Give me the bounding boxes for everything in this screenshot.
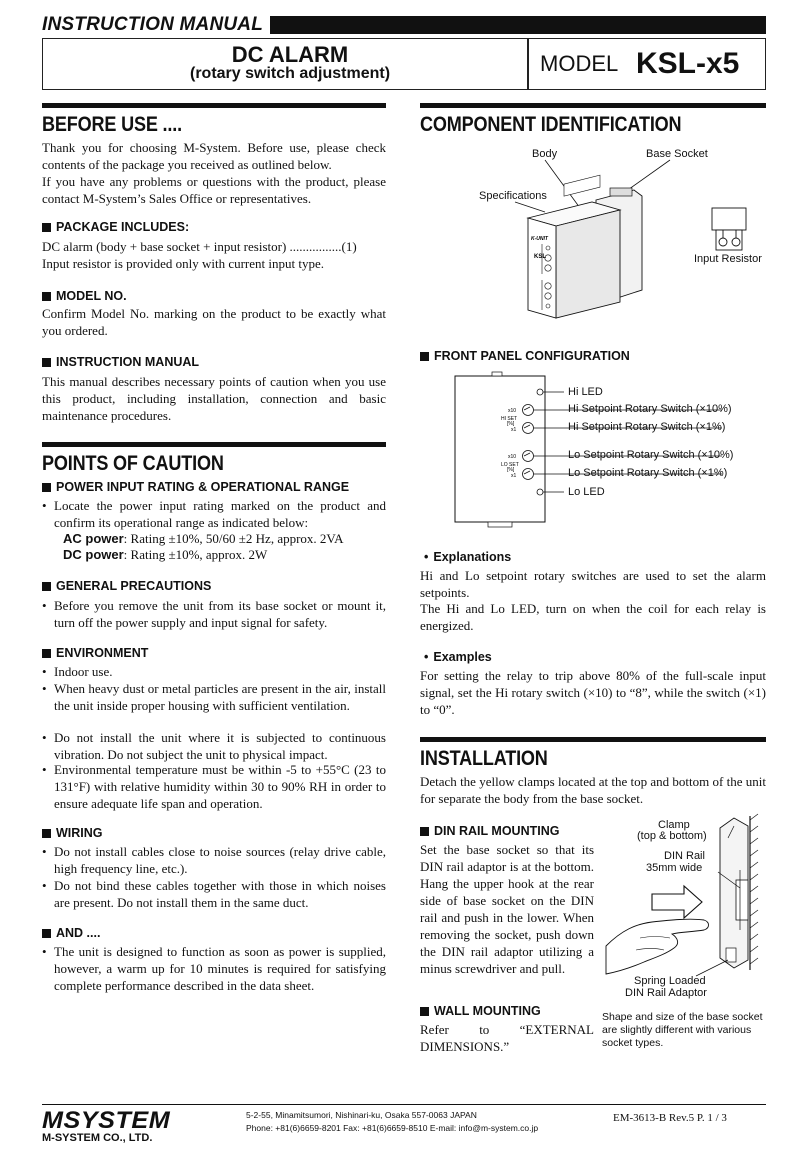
hi-led-icon <box>537 389 543 395</box>
before-use-intro-2: If you have any problems or questions with the product, please contact M-System’s Sales Office or representatives. <box>42 174 386 206</box>
doc-number: EM-3613-B Rev.5 P. 1 / 3 <box>613 1112 727 1124</box>
document-title: DC ALARM <box>231 42 349 67</box>
front-panel-heading: FRONT PANEL CONFIGURATION <box>420 349 630 363</box>
bullet-square-icon <box>42 483 51 492</box>
component-heading: COMPONENT IDENTIFICATION <box>420 113 682 136</box>
installation-rule <box>420 737 766 742</box>
lo-x10-mark: x10 <box>508 454 517 460</box>
model-no-text: Confirm Model No. marking on the product to be exactly what you ordered. <box>42 306 386 338</box>
footer-address: 5-2-55, Minamitsumori, Nishinari-ku, Osaka 557-0063 JAPAN <box>246 1110 477 1120</box>
env-item: • Environmental temperature must be within -5 to +55°C (23 to 131°F) with relative humidity within 30 to 90% RH in order to ensure adequate life span and operation. <box>42 761 386 812</box>
bullet-square-icon <box>420 352 429 361</box>
fp-label: Lo LED <box>568 486 605 498</box>
and-item: • The unit is designed to function as soon as power is supplied, however, a warm up for 10 minutes is required for satisfying complete performance described in the data sheet. <box>42 943 386 994</box>
explanations-heading: • Explanations <box>424 550 512 564</box>
package-item: DC alarm (body + base socket + input resistor) ................(1) <box>42 239 357 254</box>
fp-label: Hi LED <box>568 386 603 398</box>
model-label: MODEL <box>540 51 619 76</box>
before-use-heading: BEFORE USE .... <box>42 113 182 136</box>
label-base-socket: Base Socket <box>646 148 708 160</box>
bullet-square-icon <box>42 292 51 301</box>
power-heading: POWER INPUT RATING & OPERATIONAL RANGE <box>42 480 349 494</box>
lo-set-mark: LO SET <box>501 462 519 468</box>
general-text: • Before you remove the unit from its base socket or mount it, turn off the power supply and input signal for safety. <box>42 597 386 631</box>
wiring-item: • Do not install cables close to noise sources (relay drive cable, high frequency line, etc.). <box>42 843 386 877</box>
env-item: • Do not install the unit where it is subjected to continuous vibration. Do not subject the unit to physical impact. <box>42 729 386 763</box>
fp-label: Lo Setpoint Rotary Switch (×1%) <box>568 467 728 479</box>
push-arrow-icon <box>652 886 702 918</box>
general-heading: GENERAL PRECAUTIONS <box>42 579 211 593</box>
label-din-rail: DIN Rail <box>664 850 705 862</box>
fp-label: Hi Setpoint Rotary Switch (×10%) <box>568 403 732 415</box>
hand-icon <box>606 919 709 974</box>
package-note: Input resistor is provided only with current input type. <box>42 256 324 271</box>
bullet-square-icon <box>42 582 51 591</box>
explanations-text-1: Hi and Lo setpoint rotary switches are used to set the alarm setpoints. <box>420 568 766 600</box>
title-box-divider <box>527 38 529 90</box>
and-heading: AND .... <box>42 926 100 940</box>
model-value: KSL-x5 <box>636 47 740 80</box>
din-caption: Shape and size of the base socket are slightly different with various socket types. <box>602 1011 763 1049</box>
explanations-text-2: The Hi and Lo LED, turn on when the coil for each relay is energized. <box>420 601 766 633</box>
label-input-resistor: Input Resistor <box>694 253 762 265</box>
company-name: M-SYSTEM CO., LTD. <box>42 1132 153 1144</box>
installation-intro: Detach the yellow clamps located at the top and bottom of the unit for separate the body from the base socket. <box>420 774 766 806</box>
examples-heading: • Examples <box>424 650 492 664</box>
env-item: • When heavy dust or metal particles are present in the air, install the unit inside proper housing with sufficient ventilation. <box>42 680 386 714</box>
fp-label: Hi Setpoint Rotary Switch (×1%) <box>568 421 726 433</box>
hi-x1-mark: x1 <box>511 427 517 433</box>
footer-rule <box>42 1104 766 1105</box>
wiring-heading: WIRING <box>42 826 103 840</box>
din-heading: DIN RAIL MOUNTING <box>420 824 559 838</box>
wall-text: Refer to “EXTERNAL DIMENSIONS.” <box>420 1022 594 1054</box>
before-use-intro-1: Thank you for choosing M-System. Before use, please check contents of the package you received as outlined below. <box>42 140 386 172</box>
component-illustration <box>420 140 766 340</box>
label-spring: Spring Loaded <box>634 975 706 987</box>
manual-text: This manual describes necessary points of caution when you use this product, including installation, connection and basic maintenance procedures. <box>42 374 386 423</box>
bullet-square-icon <box>42 829 51 838</box>
header-bar <box>270 16 766 34</box>
label-clamp: Clamp <box>658 819 690 831</box>
hi-x10-mark: x10 <box>508 408 517 414</box>
lo-led-icon <box>537 489 543 495</box>
caution-rule <box>42 442 386 447</box>
caution-heading: POINTS OF CAUTION <box>42 452 224 475</box>
bullet-square-icon <box>42 649 51 658</box>
bullet-square-icon <box>420 1007 429 1016</box>
component-rule <box>420 103 766 108</box>
label-din-rail-width: 35mm wide <box>646 862 703 874</box>
model-no-heading: MODEL NO. <box>42 289 127 303</box>
dc-power-line: DC power: Rating ±10%, approx. 2W <box>63 547 268 562</box>
examples-text: For setting the relay to trip above 80% of the full-scale input signal, set the Hi rotary switch (×10) to “8”, while the switch (×1) to “0”. <box>420 668 766 717</box>
hi-pct-mark: [%] <box>507 421 515 427</box>
brand-mark: K-UNIT <box>531 236 548 242</box>
din-text: Set the base socket so that its DIN rail adaptor is at the bottom. Hang the upper hook at the rear side of base socket on the DIN rail and push in the lower. When removing the socket, push down the DIN rail adaptor utilizing a minus screwdriver and pull. <box>420 842 594 976</box>
manual-heading: INSTRUCTION MANUAL <box>42 355 199 369</box>
lo-x1-mark: x1 <box>511 473 517 479</box>
power-text: • Locate the power input rating marked on the product and confirm its operational range as indicated below: <box>42 497 386 531</box>
label-specifications: Specifications <box>479 190 547 202</box>
before-use-rule <box>42 103 386 108</box>
bullet-square-icon <box>42 358 51 367</box>
label-clamp-sub: (top & bottom) <box>637 830 707 842</box>
model-mark: KSL <box>534 254 546 260</box>
label-body: Body <box>532 148 558 160</box>
company-logo: MSYSTEM <box>42 1107 171 1134</box>
hi-set-mark: HI SET <box>501 416 518 422</box>
bullet-square-icon <box>420 827 429 836</box>
document-subtitle: (rotary switch adjustment) <box>189 65 391 82</box>
manual-title: INSTRUCTION MANUAL <box>42 14 264 35</box>
label-spring-adaptor: DIN Rail Adaptor <box>625 987 707 999</box>
footer-contact: Phone: +81(6)6659-8201 Fax: +81(6)6659-8510 E-mail: info@m-system.co.jp <box>246 1123 539 1133</box>
ac-power-line: AC power: Rating ±10%, 50/60 ±2 Hz, approx. 2VA <box>63 531 344 546</box>
wall-heading: WALL MOUNTING <box>420 1004 541 1018</box>
wiring-item: • Do not bind these cables together with those in which noises are present. Do not install them in the same duct. <box>42 877 386 911</box>
fp-label: Lo Setpoint Rotary Switch (×10%) <box>568 449 734 461</box>
installation-heading: INSTALLATION <box>420 747 548 770</box>
environment-heading: ENVIRONMENT <box>42 646 148 660</box>
lo-pct-mark: [%] <box>507 467 515 473</box>
bullet-square-icon <box>42 223 51 232</box>
env-item: • Indoor use. <box>42 663 386 680</box>
bullet-square-icon <box>42 929 51 938</box>
package-heading: PACKAGE INCLUDES: <box>42 220 189 234</box>
